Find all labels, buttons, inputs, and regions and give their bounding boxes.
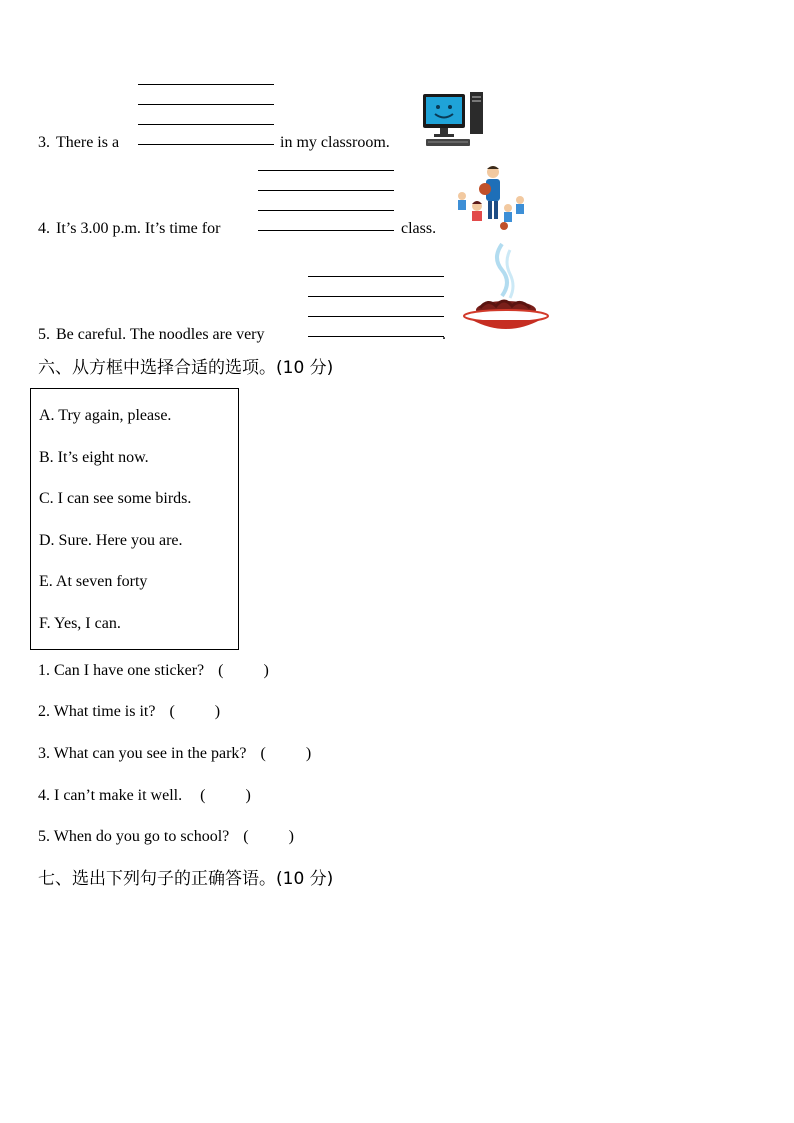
options-box: [30, 388, 239, 650]
question-number: 5.: [38, 326, 50, 343]
writing-line: [258, 210, 394, 211]
option-f: F. Yes, I can.: [39, 615, 121, 632]
computer-picture: [420, 90, 486, 150]
option-b: B. It’s eight now.: [39, 449, 149, 466]
question-text: 4. I can’t make it well.: [38, 787, 183, 804]
question-text: 3. What can you see in the park?: [38, 745, 247, 762]
answer-blank[interactable]: ( ): [260, 745, 312, 762]
question-text: 1. Can I have one sticker?: [38, 662, 205, 679]
writing-line: [308, 276, 444, 277]
question-text: 2. What time is it?: [38, 703, 156, 720]
question-text-after: in my classroom.: [280, 134, 390, 151]
answer-blank[interactable]: ( ): [243, 828, 294, 845]
question-text: 5. When do you go to school?: [38, 828, 230, 845]
hot-noodles-picture: [462, 240, 550, 338]
answer-blank[interactable]: ( ): [218, 662, 269, 679]
writing-line: [258, 170, 394, 171]
question-text-before: There is a: [56, 134, 120, 151]
pe-class-picture: [453, 163, 529, 235]
option-d: D. Sure. Here you are.: [39, 532, 183, 549]
matching-question-5: [38, 827, 294, 847]
matching-question-3: [38, 744, 311, 764]
option-e: E. At seven forty: [39, 573, 148, 590]
question-text-before: Be careful. The noodles are very: [56, 326, 265, 343]
answer-blank[interactable]: ( ): [169, 703, 221, 720]
writing-line: [138, 84, 274, 85]
answer-blank[interactable]: ( ): [200, 787, 251, 804]
writing-line: [138, 104, 274, 105]
answer-line[interactable]: [138, 144, 274, 145]
answer-line[interactable]: [258, 230, 394, 231]
question-text-after: .: [442, 326, 446, 343]
writing-line: [258, 190, 394, 191]
section-7-title: 七、选出下列句子的正确答语。(10 分): [38, 869, 334, 889]
writing-line: [308, 316, 444, 317]
matching-question-1: [38, 661, 269, 681]
question-text-after: class.: [401, 220, 437, 237]
writing-line: [308, 296, 444, 297]
option-c: C. I can see some birds.: [39, 490, 192, 507]
section-6-title: 六、从方框中选择合适的选项。(10 分): [38, 358, 334, 378]
writing-line: [138, 124, 274, 125]
matching-question-4: [38, 786, 251, 806]
question-number: 4.: [38, 220, 50, 237]
question-text-before: It’s 3.00 p.m. It’s time for: [56, 220, 221, 237]
question-number: 3.: [38, 134, 50, 151]
matching-question-2: [38, 702, 220, 722]
option-a: A. Try again, please.: [39, 407, 172, 424]
answer-line[interactable]: [308, 336, 444, 337]
